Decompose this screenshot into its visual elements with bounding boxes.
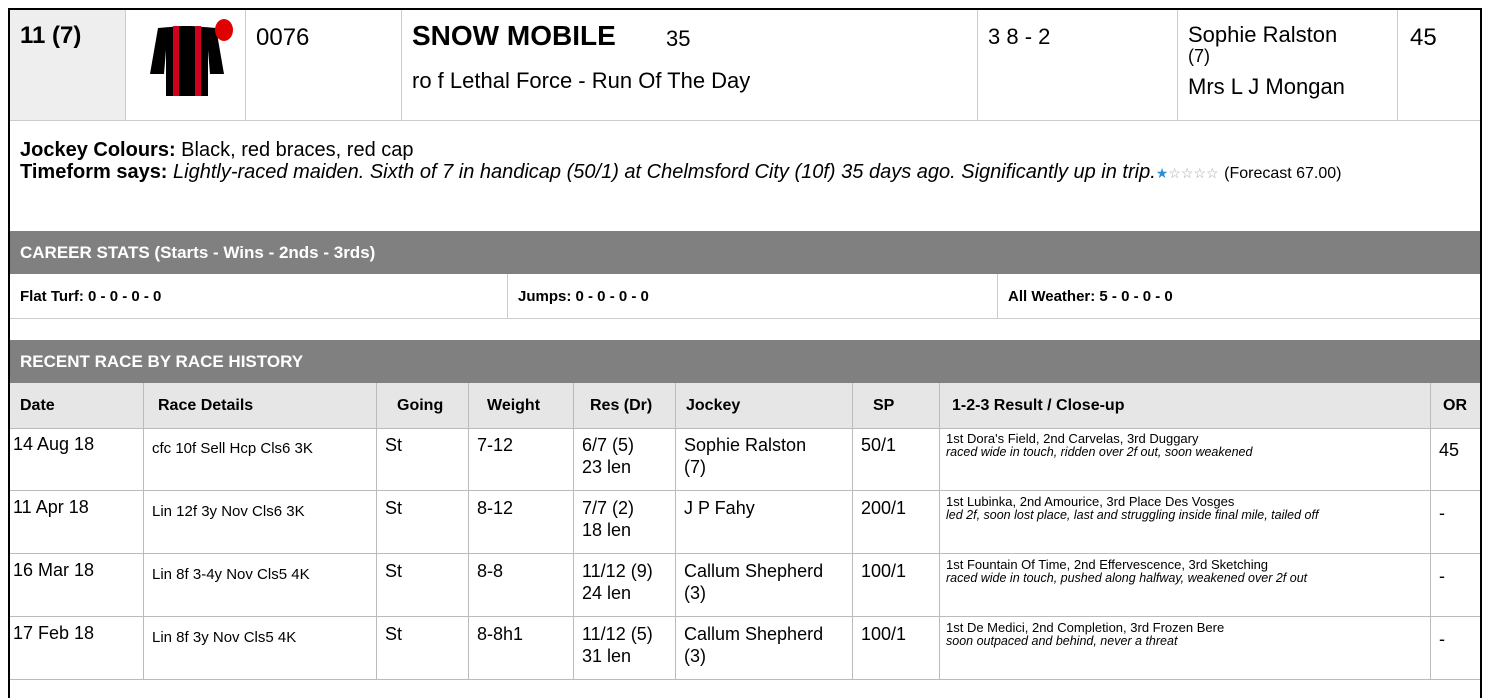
star-rating [1156,165,1219,181]
row-race-details[interactable]: Lin 8f 3y Nov Cls5 4K [144,617,377,679]
row-race-details[interactable]: Lin 12f 3y Nov Cls6 3K [144,491,377,553]
row-distance: 18 len [582,520,632,540]
row-result-closeup [940,491,1431,553]
row-placings: 1st Dora's Field, 2nd Carvelas, 3rd Duggary [946,431,1199,446]
row-going: St [377,428,469,490]
form-figures: 0076 [256,24,310,51]
timeform-line [20,161,1470,185]
row-jockey-name[interactable]: J P Fahy [684,498,755,518]
row-jockey [676,617,853,679]
row-distance: 23 len [582,457,632,477]
jockey-silks-icon [126,10,246,120]
age-weight: 3 8 - 2 [988,24,1051,49]
row-position: 6/7 (5) [582,435,635,455]
row-jockey-name[interactable]: Callum Shepherd [684,624,824,644]
horse-breeding: ro f Lethal Force - Run Of The Day [412,68,751,93]
age-weight-cell [978,10,1178,120]
row-closeup: led 2f, soon lost place, last and struggling inside final mile, tailed off [946,508,1319,522]
star-empty-icon: ☆☆☆☆ [1168,165,1219,181]
silk-cell [126,10,246,120]
row-jockey-claim: (3) [684,583,706,603]
row-jockey [676,554,853,616]
col-race-details[interactable]: Race Details [144,383,377,428]
row-date: 11 Apr 18 [10,491,144,553]
row-closeup: raced wide in touch, ridden over 2f out, soon weakened [946,445,1253,459]
row-jockey-name[interactable]: Sophie Ralston [684,435,807,455]
col-jockey[interactable]: Jockey [676,383,853,428]
horse-name[interactable]: SNOW MOBILE [412,20,616,51]
jockey-trainer-cell [1178,10,1398,120]
career-stats-header: CAREER STATS (Starts - Wins - 2nds - 3rds) [10,231,1480,274]
career-stats [10,274,1480,319]
table-row[interactable] [10,554,1480,617]
row-weight: 7-12 [469,428,574,490]
race-history-header: RECENT RACE BY RACE HISTORY [10,340,1480,383]
row-jockey-claim: (7) [684,457,706,477]
row-weight: 8-12 [469,491,574,553]
official-rating: 45 [1410,24,1437,51]
row-result [574,428,676,490]
row-position: 11/12 (9) [582,561,653,581]
row-result [574,491,676,553]
career-flat-turf: Flat Turf: 0 - 0 - 0 - 0 [10,274,508,318]
row-distance: 31 len [582,646,632,666]
timeform-label: Timeform says: [20,161,168,183]
row-placings: 1st Lubinka, 2nd Amourice, 3rd Place Des Vosges [946,494,1235,509]
row-result-closeup [940,428,1431,490]
row-position: 7/7 (2) [582,498,635,518]
jockey-colours-label: Jockey Colours: [20,139,176,161]
row-jockey-claim: (3) [684,646,706,666]
form-cell [246,10,402,120]
row-going: St [377,491,469,553]
timeform-text: Lightly-raced maiden. Sixth of 7 in handicap (50/1) at Chelmsford City (10f) 35 days ago. Significantly up in trip. [173,161,1156,183]
col-date[interactable]: Date [10,383,144,428]
runner-info [10,121,1480,231]
row-race-details[interactable]: cfc 10f Sell Hcp Cls6 3K [144,428,377,490]
row-placings: 1st De Medici, 2nd Completion, 3rd Frozen Bere [946,620,1225,635]
row-jockey-name[interactable]: Callum Shepherd [684,561,824,581]
career-all-weather: All Weather: 5 - 0 - 0 - 0 [1008,288,1173,305]
star-filled-icon: ★ [1155,165,1169,181]
col-result[interactable]: Res (Dr) [574,383,676,428]
history-table-body [10,428,1480,680]
row-date: 14 Aug 18 [10,428,144,490]
row-or: - [1439,566,1445,586]
row-sp: 100/1 [853,617,940,679]
row-sp: 50/1 [853,428,940,490]
history-table-header [10,383,1480,429]
row-closeup: soon outpaced and behind, never a threat [946,634,1178,648]
forecast: (Forecast 67.00) [1224,165,1342,182]
col-going[interactable]: Going [377,383,469,428]
row-sp: 100/1 [853,554,940,616]
official-rating-cell [1398,10,1480,120]
row-result-closeup [940,554,1431,616]
row-jockey [676,428,853,490]
row-placings: 1st Fountain Of Time, 2nd Effervescence, 3rd Sketching [946,557,1269,572]
col-weight[interactable]: Weight [469,383,574,428]
row-or: 45 [1439,440,1460,460]
runner-number-cell [10,10,126,120]
row-going: St [377,554,469,616]
row-going: St [377,617,469,679]
row-jockey [676,491,853,553]
horse-rating: 35 [666,26,691,51]
row-weight: 8-8 [469,554,574,616]
jockey-colours-value: Black, red braces, red cap [181,139,414,161]
row-weight: 8-8h1 [469,617,574,679]
horse-cell [402,10,978,120]
runner-header [10,10,1480,121]
runner-number: 11 (7) [20,22,82,49]
col-or[interactable]: OR [1443,397,1467,414]
jockey-colours-line [20,139,1470,161]
row-date: 16 Mar 18 [10,554,144,616]
jockey-claim: (7) [1188,46,1210,66]
row-date: 17 Feb 18 [10,617,144,679]
row-or: - [1439,503,1445,523]
table-row[interactable] [10,428,1480,491]
row-result-closeup [940,617,1431,679]
table-row[interactable] [10,491,1480,554]
row-position: 11/12 (5) [582,624,653,644]
row-closeup: raced wide in touch, pushed along halfway, weakened over 2f out [946,571,1308,585]
table-row[interactable] [10,617,1480,680]
col-result-closeup[interactable]: 1-2-3 Result / Close-up [940,383,1431,428]
row-result [574,554,676,616]
col-sp[interactable]: SP [853,383,940,428]
row-race-details[interactable]: Lin 8f 3-4y Nov Cls5 4K [144,554,377,616]
row-sp: 200/1 [853,491,940,553]
race-card-entry [8,8,1482,698]
trainer-name[interactable]: Mrs L J Mongan [1188,74,1345,99]
row-or: - [1439,629,1445,649]
row-distance: 24 len [582,583,632,603]
row-result [574,617,676,679]
jockey-name[interactable]: Sophie Ralston [1188,22,1338,47]
career-jumps: Jumps: 0 - 0 - 0 - 0 [508,274,998,318]
